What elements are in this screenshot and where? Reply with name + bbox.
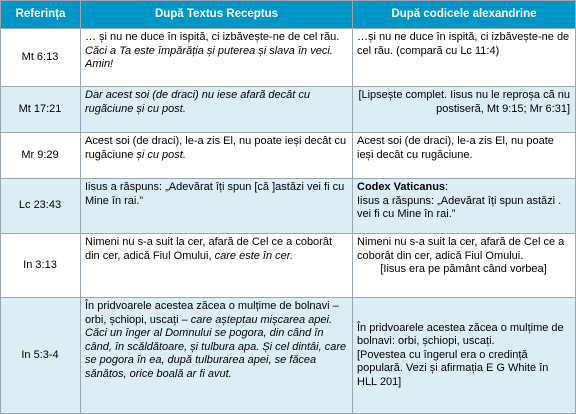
alex-note: [Lipsește complet. Iisus nu le reproșa cã nu postiserã, Mt 9:15; Mr 6:31] [358, 89, 570, 115]
tr-added-text: care este în cer. [214, 249, 294, 262]
header-row [1, 1, 576, 29]
tr-added-text: Dar acest soi (de draci) nu iese afarã decât cu rugãciune și cu post. [85, 89, 311, 115]
header-textus-receptus: După Textus Receptus [81, 1, 353, 29]
reference-cell: Mt 6:13 [1, 29, 81, 87]
alexandrine-cell [353, 179, 576, 234]
table-row [1, 234, 576, 298]
textus-receptus-cell [81, 133, 353, 179]
header-reference: Referința [1, 1, 81, 29]
textus-receptus-cell [81, 179, 353, 234]
alexandrine-cell [353, 87, 576, 133]
codex-label: Codex Vaticanus [357, 181, 446, 193]
textus-receptus-cell [81, 234, 353, 298]
table-row [1, 29, 576, 87]
alex-text: În pridvoarele acestea zăcea o mulțime de bolnavi: orbi, șchiopi, uscați. [357, 321, 564, 348]
alex-text: Nimeni nu s-a suit la cer, afară de Cel ce a coborât din cer, adică Fiul Omului. [357, 236, 565, 262]
tr-text: Nimeni nu s-a suit la cer, afară de Cel ce a coborât din cer, adică Fiul Omului, [85, 236, 333, 262]
alexandrine-cell [353, 234, 576, 298]
tr-added-text: și cu post. [136, 148, 186, 161]
textus-receptus-cell [81, 87, 353, 133]
alex-note: [Povestea cu îngerul era o credință populară. Vezi și afirmația E G White în HLL 201] [357, 348, 549, 388]
alexandrine-cell [353, 29, 576, 87]
reference-cell: Mt 17:21 [1, 87, 81, 133]
alexandrine-cell [353, 298, 576, 414]
reference-cell: In 5:3-4 [1, 298, 81, 414]
tr-added-text: Căci a Ta este împărăția și puterea și slava în veci. Amin! [85, 44, 333, 71]
alex-text: Acest soi (de draci), le-a zis El, nu poate ieși decât cu rugăciune. [357, 135, 554, 161]
tr-text: În pridvoarele acestea zăcea o mulțime de bolnavi – orbi, șchiopi, uscați – [85, 300, 339, 326]
textus-receptus-cell [81, 298, 353, 414]
reference-cell: Mr 9:29 [1, 133, 81, 179]
tr-added-text: care așteptau mișcarea apei. Căci un înger al Domnului se pogora, din când în când, în scăldătoare, și tulbura apa. Și cel dintâi, care se pogora în ea, după tulburarea apei, se făcea sănătos, orice boală ar fi avut. [85, 313, 347, 380]
codex-colon: : [445, 181, 449, 193]
tr-text: Iisus a răspuns: „Adevărat îți spun [că ]astăzi vei fi cu Mine în rai.” [85, 181, 345, 207]
tr-text: Acest soi (de draci), le-a zis El, nu poate ieși decât cu rugăciune [85, 135, 347, 161]
alexandrine-cell [353, 133, 576, 179]
tr-text: … și nu ne duce în ispită, ci izbăvește-ne de cel rău. [85, 31, 340, 43]
table-row [1, 133, 576, 179]
alex-text: …și nu ne duce în ispită, ci izbăvește-ne de cel rău. (comparã cu Lc 11:4) [357, 31, 570, 57]
table-row [1, 179, 576, 234]
alex-note: [Iisus era pe pământ când vorbea] [380, 263, 547, 276]
reference-cell: In 3:13 [1, 234, 81, 298]
alex-text: Iisus a răspuns: „Adevărat îți spun astăzi . vei fi cu Mine în rai.” [357, 194, 562, 221]
reference-cell: Lc 23:43 [1, 179, 81, 234]
header-alexandrine: După codicele alexandrine [353, 1, 576, 29]
table-row [1, 298, 576, 414]
textus-receptus-cell [81, 29, 353, 87]
table-row [1, 87, 576, 133]
